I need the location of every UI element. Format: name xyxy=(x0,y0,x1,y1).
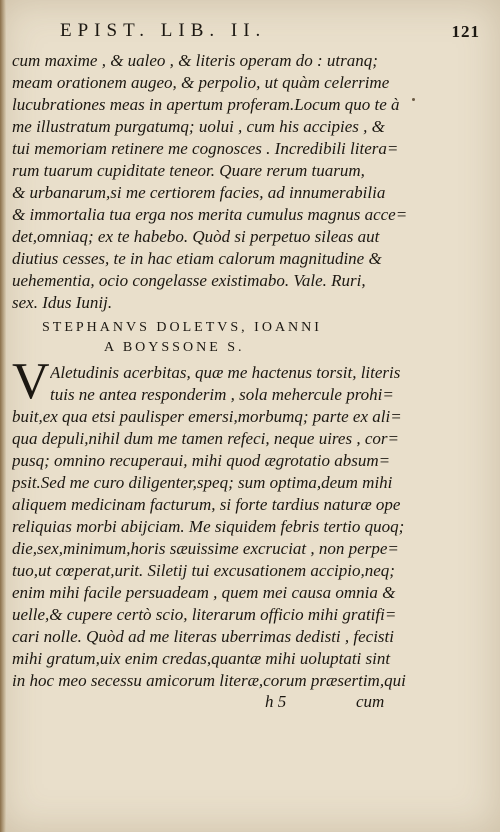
signature-mark: h 5 xyxy=(265,692,287,711)
text-line: uehementia, ocio congelasse existimabo. Vale. Ruri, xyxy=(12,271,366,290)
text-line: mihi gratum,uix enim credas,quantæ mihi uoluptati sint xyxy=(12,649,391,668)
text-line: reliquias morbi abijciam. Me siquidem febris tertio quoq; xyxy=(12,517,405,536)
page-header xyxy=(60,20,480,46)
text-line: lucubrationes meas in apertum proferam.Locum quo te à xyxy=(12,95,400,114)
text-line: die,sex,minimum,horis sæuissime excruciat , non perpe= xyxy=(12,539,399,558)
letter-salutation-line-2: A BOYSSONE S. xyxy=(104,340,245,355)
text-line: & immortalia tua erga nos merita cumulus magnus acce= xyxy=(12,205,408,224)
text-line: rum tuarum cupiditate teneor. Quare rerum tuarum, xyxy=(12,161,365,180)
text-line: meam orationem augeo, & perpolio, ut quàm celerrime xyxy=(12,73,390,92)
drop-cap-initial: V xyxy=(12,353,50,410)
text-line: sex. Idus Iunij. xyxy=(12,293,113,312)
text-line: pusq; omnino recuperaui, mihi quod ægrotatio absum= xyxy=(12,451,391,470)
text-line: psit.Sed me curo diligenter,speq; sum optima,deum mihi xyxy=(12,473,393,492)
ink-speck xyxy=(412,98,415,101)
text-line: tuo,ut cœperat,urit. Siletij tui excusationem accipio,neq; xyxy=(12,561,395,580)
text-line: aliquem medicinam facturum, si forte tardius naturæ ope xyxy=(12,495,401,514)
folio-number: 121 xyxy=(451,22,480,41)
text-line: tuis ne antea responderim , sola mehercule prohi= xyxy=(50,385,394,404)
text-line: uelle,& cupere certò scio, literarum officio mihi gratifi= xyxy=(12,605,397,624)
text-line: Aletudinis acerbitas, quæ me hactenus torsit, literis xyxy=(50,363,401,382)
text-line: in hoc meo secessu amicorum literæ,corum præsertim,qui xyxy=(12,671,406,690)
text-line: det,omniaq; ex te habebo. Quòd si perpetuo sileas aut xyxy=(12,227,380,246)
text-line: buit,ex qua etsi paulisper emersi,morbumq; parte ex ali= xyxy=(12,407,402,426)
text-line: & urbanarum,si me certiorem facies, ad innumerabilia xyxy=(12,183,386,202)
text-line: diutius cesses, te in hac etiam calorum magnitudine & xyxy=(12,249,382,268)
text-line: cari nolle. Quòd ad me literas uberrimas dedisti , fecisti xyxy=(12,627,394,646)
text-line: me illustratum purgatumq; uolui , cum his accipies , & xyxy=(12,117,385,136)
catchword: cum xyxy=(356,692,385,711)
text-line: qua depuli,nihil dum me tamen refeci, neque uires , cor= xyxy=(12,429,399,448)
text-line: enim mihi facile persuadeam , quem mei causa omnia & xyxy=(12,583,396,602)
text-line: tui memoriam retinere me cognosces . Incredibili litera= xyxy=(12,139,399,158)
letter-salutation-line-1: STEPHANVS DOLETVS, IOANNI xyxy=(42,320,322,335)
text-line: cum maxime , & ualeo , & literis operam do : utranq; xyxy=(12,51,378,70)
page-gutter-shadow xyxy=(0,0,6,832)
running-title: EPIST. LIB. II. xyxy=(60,20,267,41)
